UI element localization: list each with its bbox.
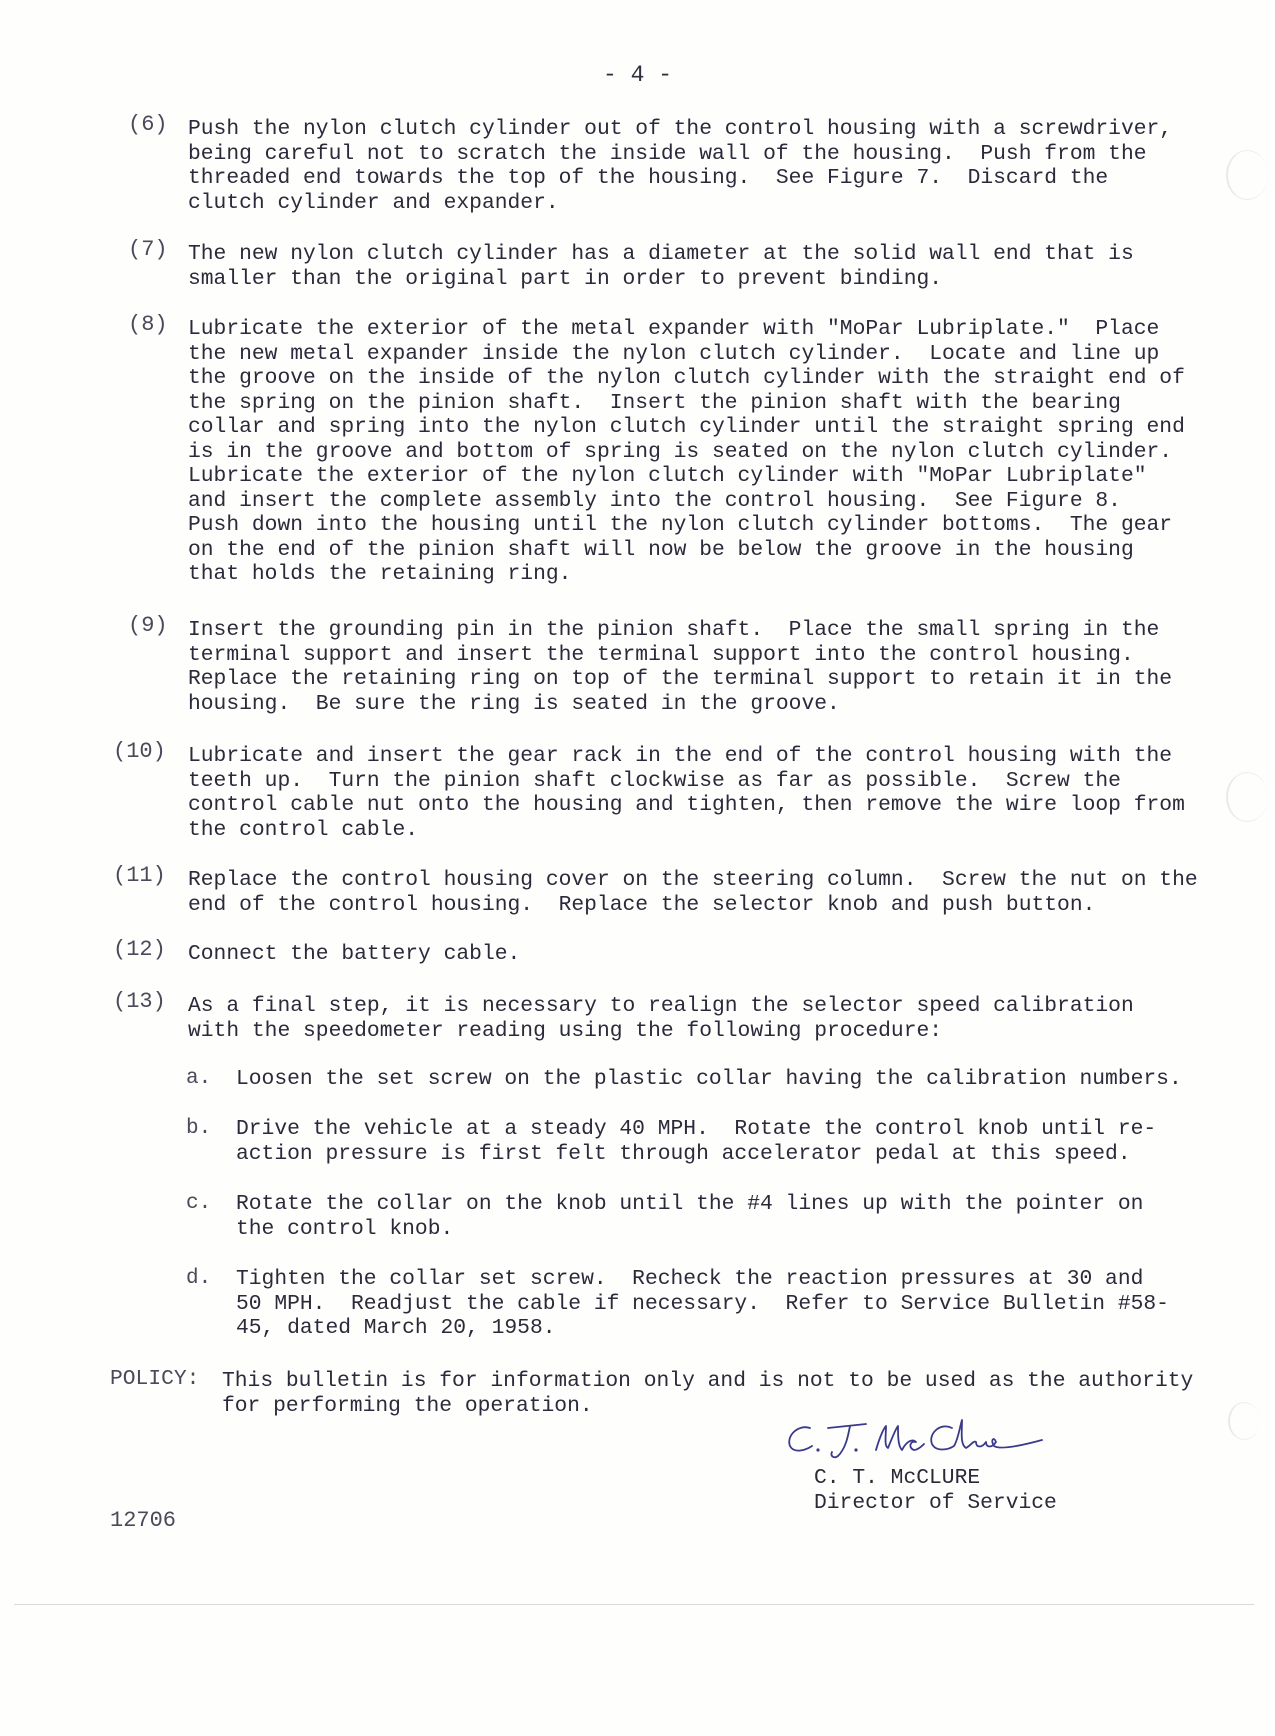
subitem-text: Rotate the collar on the knob until the #4 lines up with the pointer on the control knob. <box>236 1192 1144 1241</box>
subitem-letter: d. <box>186 1267 212 1290</box>
item-number: (7) <box>128 237 168 262</box>
subitem-letter: b. <box>186 1117 212 1140</box>
item-text: Connect the battery cable. <box>188 942 521 966</box>
item-text: The new nylon clutch cylinder has a diameter at the solid wall end that is smaller than the original part in order to prevent binding. <box>188 242 1134 291</box>
handwritten-signature <box>780 1406 1050 1466</box>
signatory-title: Director of Service <box>814 1491 1057 1515</box>
item-number: (11) <box>113 863 166 888</box>
policy-label: POLICY: <box>110 1367 200 1391</box>
punch-hole <box>1226 772 1268 822</box>
item-text: Replace the control housing cover on the steering column. Screw the nut on the end of the control housing. Replace the selector knob and push button. <box>188 868 1198 917</box>
policy-text: This bulletin is for information only and is not to be used as the authority for performing the operation. <box>222 1369 1194 1418</box>
item-number: (13) <box>113 989 166 1014</box>
item-number: (8) <box>128 312 168 337</box>
subitem-text: Drive the vehicle at a steady 40 MPH. Rotate the control knob until re- action pressure is first felt through accelerator pedal at this speed. <box>236 1117 1157 1166</box>
item-number: (10) <box>113 739 166 764</box>
item-text: Lubricate and insert the gear rack in the end of the control housing with the teeth up. Turn the pinion shaft clockwise as far as possible. Screw the control cable nut onto the housing and tighten, then remove the wire loop from the control cable. <box>188 744 1185 842</box>
subitem-text: Loosen the set screw on the plastic collar having the calibration numbers. <box>236 1067 1182 1091</box>
item-text: Push the nylon clutch cylinder out of the control housing with a screwdriver, being careful not to scratch the inside wall of the housing. Push from the threaded end towards the top of the housing. See Figure 7. Discard the clutch cylinder and expander. <box>188 117 1173 215</box>
page-bottom-edge <box>14 1604 1254 1605</box>
item-number: (12) <box>113 937 166 962</box>
item-number: (6) <box>128 112 168 137</box>
document-code: 12706 <box>110 1508 177 1533</box>
signatory-name: C. T. McCLURE <box>814 1466 981 1490</box>
subitem-letter: a. <box>186 1067 212 1090</box>
subitem-letter: c. <box>186 1192 212 1215</box>
punch-hole <box>1228 1402 1260 1440</box>
item-number: (9) <box>128 613 168 638</box>
subitem-text: Tighten the collar set screw. Recheck the reaction pressures at 30 and 50 MPH. Readjust the cable if necessary. Refer to Service Bulletin #58- 45, dated March 20, 1958. <box>236 1267 1169 1340</box>
page-number: - 4 - <box>602 62 672 88</box>
item-text: Lubricate the exterior of the metal expander with "MoPar Lubriplate." Place the new metal expander inside the nylon clutch cylinder. Locate and line up the groove on the inside of the nylon clutch cylinder with the straight end of the spring on the pinion shaft. Insert the pinion shaft with the bearing collar and spring into the nylon clutch cylinder until the straight spring end is in the groove and bottom of spring is seated on the nylon clutch cylinder. Lubricate the exterior of the nylon clutch cylinder with "MoPar Lubriplate" and insert the complete assembly into the control housing. See Figure 8. Push down into the housing until the nylon clutch cylinder bottoms. The gear on the end of the pinion shaft will now be below the groove in the housing that holds the retaining ring. <box>188 317 1185 586</box>
item-text: As a final step, it is necessary to realign the selector speed calibration with the speedometer reading using the following procedure: <box>188 994 1134 1043</box>
punch-hole <box>1226 150 1268 200</box>
item-text: Insert the grounding pin in the pinion shaft. Place the small spring in the terminal support and insert the terminal support into the control housing. Replace the retaining ring on top of the terminal support to retain it in the housing. Be sure the ring is seated in the groove. <box>188 618 1173 716</box>
